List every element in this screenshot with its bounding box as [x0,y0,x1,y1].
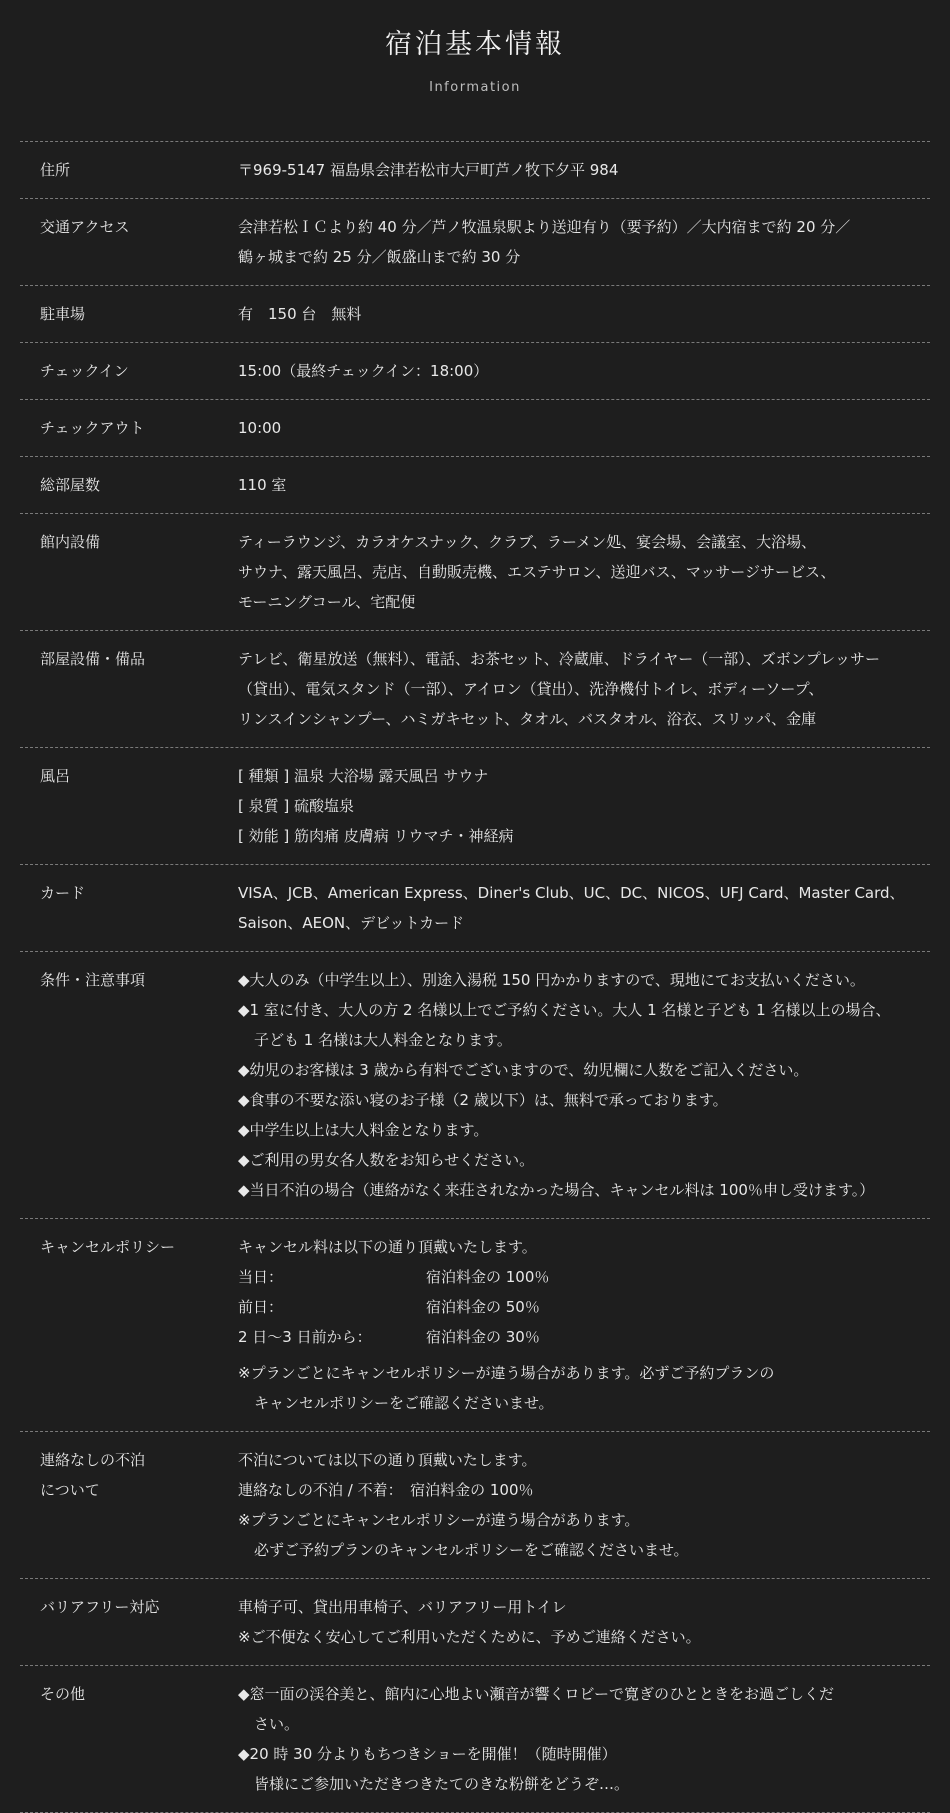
row-conditions [20,952,930,1219]
row-barrier-free [20,1579,930,1666]
row-label: バリアフリー対応 [40,1598,160,1616]
row-cancel-policy [20,1219,930,1432]
row-label: 住所 [40,161,71,179]
row-value: ティーラウンジ、カラオケスナック、クラブ、ラーメン処、宴会場、会議室、大浴場、 サウナ、露天風呂、売店、自動販売機、エステサロン、送迎バス、マッサージサービス、 モーニングコール、宅配便 [238,533,836,611]
row-label: 部屋設備・備品 [40,650,146,668]
row-value: 15:00（最終チェックイン：18:00） [238,362,489,380]
cancel-item: 当日： 宿泊料金の 100％ [238,1268,550,1286]
page-subtitle: Information [429,80,521,95]
cancel-item: 2 日〜3 日前から： 宿泊料金の 30％ [238,1328,540,1346]
row-facilities [20,514,930,631]
row-label: 連絡なしの不泊 について [40,1451,146,1499]
row-amenities [20,631,930,748]
row-value: 有 150 台 無料 [238,305,362,323]
row-label: 館内設備 [40,533,101,551]
row-no-show [20,1432,930,1579]
row-other [20,1666,930,1813]
row-value: ◆窓一面の渓谷美と、館内に心地よい瀬音が響くロビーで寛ぎのひとときをお過ごしくだ さい。 ◆20 時 30 分よりもちつきショーを開催！（随時開催） 皆様にご参加いただきつきたてのきな粉餅をどうぞ…。 [238,1685,834,1793]
row-checkin [20,343,930,400]
row-value: [ 種類 ] 温泉 大浴場 露天風呂 サウナ [ 泉質 ] 硫酸塩泉 [ 効能 ] 筋肉痛 皮膚病 リウマチ・神経病 [238,767,514,845]
row-label: チェックイン [40,362,129,380]
row-checkout [20,400,930,457]
row-card [20,865,930,952]
row-label: 風呂 [40,767,71,785]
row-parking [20,286,930,343]
row-label: 交通アクセス [40,218,130,236]
page-header [0,0,950,116]
row-rooms [20,457,930,514]
row-bath [20,748,930,865]
row-value: VISA、JCB、American Express、Diner's Club、UC、DC、NICOS、UFJ Card、Master Card、 Saison、AEON、デビットカード [238,884,905,932]
row-value: 110 室 [238,476,287,494]
row-value: 会津若松ＩＣより約 40 分／芦ノ牧温泉駅より送迎有り（要予約）／大内宿まで約 20 分／ 鶴ヶ城まで約 25 分／飯盛山まで約 30 分 [238,218,851,266]
row-value: 不泊については以下の通り頂戴いたします。 連絡なしの不泊 / 不着： 宿泊料金の 100％ ※プランごとにキャンセルポリシーが違う場合があります。 必ずご予約プランのキャンセルポリシーをご確認くださいませ。 [238,1451,689,1559]
row-value: テレビ、衛星放送（無料）、電話、お茶セット、冷蔵庫、ドライヤー（一部）、ズボンプレッサー （貸出）、電気スタンド（一部）、アイロン（貸出）、洗浄機付トイレ、ボディーソープ、 リンスインシャンプー、ハミガキセット、タオル、バスタオル、浴衣、スリッパ、金庫 [238,650,881,728]
row-access [20,199,930,286]
row-label: その他 [40,1685,86,1703]
row-value: 車椅子可、貸出用車椅子、バリアフリー用トイレ ※ご不便なく安心してご利用いただくために、予めご連絡ください。 [238,1598,701,1646]
row-value: 〒969-5147 福島県会津若松市大戸町芦ノ牧下夕平 984 [238,161,619,179]
row-label: カード [40,884,86,902]
row-label: 総部屋数 [40,476,101,494]
row-address [20,142,930,199]
row-label: 条件・注意事項 [40,971,146,989]
info-table [20,141,930,1813]
row-label: 駐車場 [40,305,86,323]
row-value: ◆大人のみ（中学生以上）、別途入湯税 150 円かかりますので、現地にてお支払いください。 ◆1 室に付き、大人の方 2 名様以上でご予約ください。大人 1 名様と子ども 1 名様以上の場合、 子ども 1 名様は大人料金となります。 ◆幼児のお客様は 3 歳から有料でございますので、幼児欄に人数をご記入ください。 ◆食事の不要な添い寝のお子様（2 歳以下）は、無料で承っております。 ◆中学生以上は大人料金となります。 ◆ご利用の男女各人数をお知らせください。 ◆当日不泊の場合（連絡がなく来荘されなかった場合、キャンセル料は 100％申し受けます。） [238,971,891,1199]
row-label: チェックアウト [40,419,145,437]
row-value: 10:00 [238,419,282,437]
row-label: キャンセルポリシー [40,1238,176,1256]
cancel-item: 前日： 宿泊料金の 50％ [238,1298,540,1316]
row-value: キャンセル料は以下の通り頂戴いたします。 当日： 宿泊料金の 100％ 前日： 宿泊料金の 50％ 2 日〜3 日前から： 宿泊料金の 30％ ※プランごとにキャンセルポリシーが違う場合があります。必ずご予約プランの キャンセルポリシーをご確認くださいませ。 [238,1232,930,1418]
page-title: 宿泊基本情報 [385,29,565,60]
